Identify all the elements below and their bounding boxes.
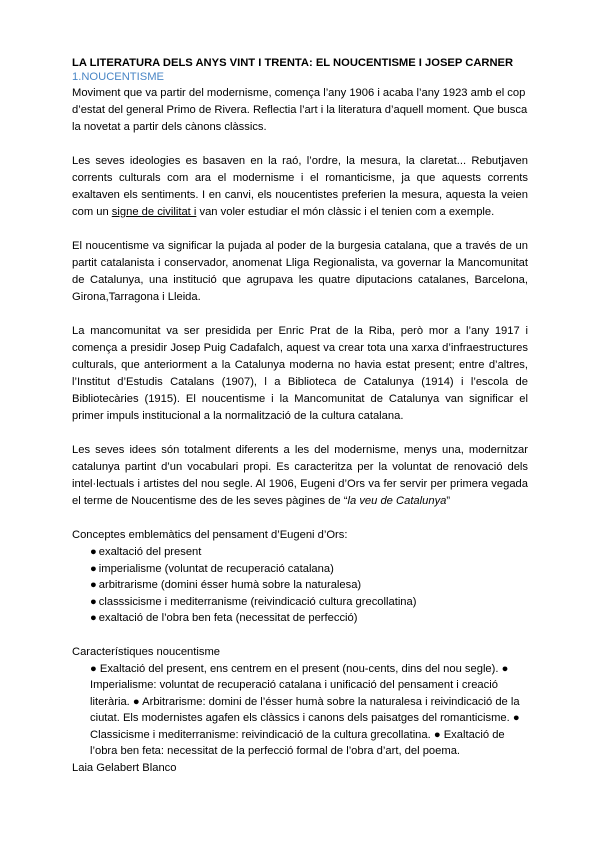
section-heading: 1.NOUCENTISME [72, 71, 164, 83]
underlined-phrase: signe de civilitat i [111, 206, 197, 218]
paragraph-intro: Moviment que va partir del modernisme, comença l’any 1906 i acaba l’any 1923 amb el cop d’estat del general Primo de Rivera. Reflectia l’art i la literatura d’aquell moment. Que busca la novetat a partir dels cànons clàssics. [72, 87, 528, 133]
concepts-list [72, 544, 528, 627]
paragraph-ideologies-text-1: Les seves ideologies es basaven en la raó, l’ordre, la mesura, la claretat... Rebutjaven corrents culturals com ara el modernisme i el romanticisme, ja que aquests corrents exaltaven els sentiments. I en canvi, els noucentistes preferien la mesura, aquesta la veien com un [72, 155, 528, 218]
italic-publication: la veu de Catalunya [347, 495, 447, 507]
bullet-icon: ● [90, 612, 97, 624]
characteristics-heading: Característiques noucentisme [72, 645, 220, 658]
list-item: ● classsicisme i mediterranisme (reivindicació cultura grecollatina) [90, 595, 417, 608]
paragraph-mancomunitat: La mancomunitat va ser presidida per Enric Prat de la Riba, però mor a l’any 1917 i comença a presidir Josep Puig Cadafalch, aquest va crear tota una xarxa d’infraestructures culturals, que anteriorment a la Catalunya moderna no havia estat present; entre d’altres, l’Institut d’Estudis Catalans (1907), l a Biblioteca de Catalunya (1914) i l’escola de Bibliotecàries (1915). El noucentisme i la Mancomunitat de Catalunya van significar el primer impuls institucional a la normalització de la cultura catalana. [72, 325, 528, 422]
author-name: Laia Gelabert Blanco [72, 761, 177, 774]
paragraph-burgesia: El noucentisme va significar la pujada al poder de la burgesia catalana, que a través de un partit catalanista i conservador, anomenat Lliga Regionalista, va governar la Mancomunitat de Catalunya, una institució que agrupava les quatre diputacions catalanes, Barcelona, Girona,Tarragona i Lleida. [72, 240, 528, 303]
paragraph-ideas-text-1: Les seves idees són totalment diferents a les del modernisme, menys una, modernitzar catalunya partint d’un vocabulari propi. Es caracteritza per la voluntat de renovació dels intel·lectuals i artistes del nou segle. Al 1906, Eugeni d’Ors va fer servir per primera vegada el terme de Noucentisme des de les seves pàgines de “ [72, 444, 528, 507]
paragraph-ideologies [72, 153, 528, 221]
document-title: LA LITERATURA DELS ANYS VINT I TRENTA: EL NOUCENTISME I JOSEP CARNER [72, 57, 514, 69]
list-item: ● exaltació del present [90, 546, 202, 558]
paragraph-ideas [72, 442, 528, 510]
bullet-icon: ● [90, 579, 97, 591]
bullet-icon: ● [90, 562, 97, 575]
list-item: ● exaltació de l’obra ben feta (necessitat de perfecció) [90, 612, 358, 624]
bullet-icon: ● [90, 595, 97, 608]
list-item: ● imperialisme (voluntat de recuperació catalana) [90, 562, 334, 575]
list-item: ● arbitrarisme (domini ésser humà sobre la naturalesa) [90, 579, 362, 591]
bullet-icon: ● [90, 546, 97, 558]
paragraph-ideologies-text-2: van voler estudiar el món clàssic i el tenien com a exemple. [196, 206, 495, 218]
concepts-heading: Conceptes emblemàtics del pensament d’Eugeni d’Ors: [72, 529, 348, 541]
paragraph-ideas-text-2: ” [446, 495, 451, 507]
characteristics-text: ● Exaltació del present, ens centrem en el present (nou-cents, dins del nou segle). ● Imperialisme: voluntat de recuperació catalana i unificació del pensament i creació literària. ● Arbitrarisme: domini de l’ésser humà sobre la naturalesa i reivindicació de la ciutat. Els modernistes agafen els clàssics i canons dels paisatges del romanticisme. ● Classicisme i mediterranisme: reivindicació de la cultura grecollatina. ● Exaltació de l’obra ben feta: necessitat de la perfecció formal de l’obra d’art, del poema. [90, 662, 520, 757]
